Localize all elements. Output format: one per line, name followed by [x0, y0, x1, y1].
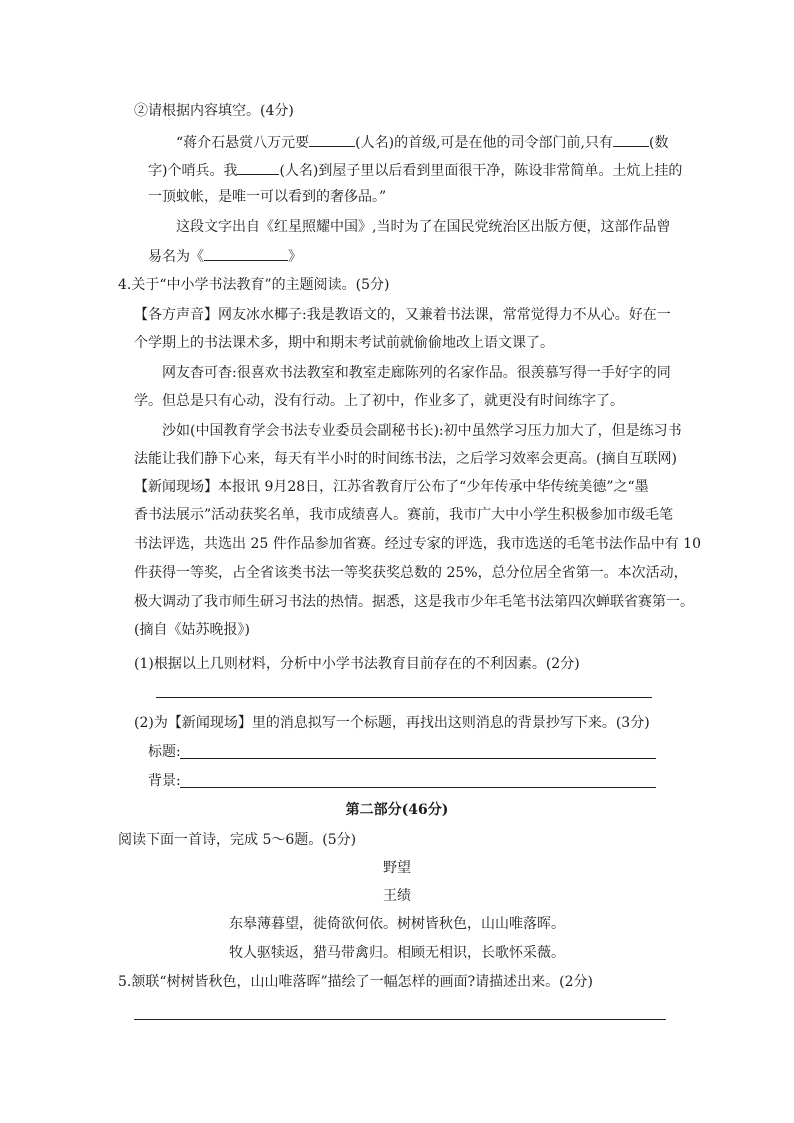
q5-prompt: 5.颔联“树树皆秋色，山山唯落晖”描绘了一幅怎样的画面?请描述出来。(2分): [118, 974, 594, 990]
voices-para-3: 沙如(中国教育学会书法专业委员会副秘书长):初中虽然学习压力加大了，但是练习书: [162, 423, 682, 439]
fill-text: “蒋介石悬赏八万元要: [176, 135, 310, 151]
blank-name-2[interactable]: [237, 159, 279, 175]
q4-sub1-prompt: (1)根据以上几则材料，分析中小学书法教育目前存在的不利因素。(2分): [134, 656, 580, 672]
fill-blank-line-3: 一顶蚊帐，是唯一可以看到的奢侈品。”: [148, 189, 387, 205]
voices-para-1: 【各方声音】网友冰水椰子:我是教语文的，又兼着书法课，常常觉得力不从心。好在一: [134, 307, 671, 323]
source-text: 易名为《: [148, 249, 204, 265]
news-para: 极大调动了我市师生研习书法的热情。据悉，这是我市少年毛笔书法第四次蝉联省赛第一。: [134, 594, 694, 610]
voices-para-1: 个学期上的书法课术多，期中和期末考试前就偷偷地改上语文课了。: [134, 335, 554, 351]
news-para: 【新闻现场】本报讯 9月28日，江苏省教育厅公布了“少年传承中华传统美德”之“墨: [134, 479, 649, 495]
label-background: 背景:: [148, 773, 181, 789]
voices-para-3: 法能让我们静下心来，每天有半小时的时间练书法，之后学习效率会更高。(摘自互联网): [134, 451, 677, 467]
poem-title: 野望: [383, 860, 411, 876]
blank-book-name[interactable]: [204, 245, 288, 261]
answer-line-q5[interactable]: [134, 1019, 666, 1020]
fill-blank-line-1: [176, 131, 668, 153]
fill-text: 字)个哨兵。我: [148, 163, 238, 179]
news-para: 件获得一等奖，占全省该类书法一等奖获奖总数的 25%，总分位居全省第一。本次活动，: [134, 565, 688, 581]
news-para: 书法评选，共选出 25 件作品参加省赛。经过专家的评选，我市选送的毛笔书法作品中有 10: [134, 536, 701, 552]
poem-author: 王绩: [383, 888, 411, 904]
blank-name-1[interactable]: [309, 131, 355, 147]
poem-line-1: 东皋薄暮望，徙倚欲何依。树树皆秋色，山山唯落晖。: [229, 916, 565, 932]
poem-line-2: 牧人驱犊返，猎马带禽归。相顾无相识，长歌怀采薇。: [229, 945, 565, 961]
answer-line-background[interactable]: [180, 787, 656, 788]
news-source: (摘自《姑苏晚报》): [134, 622, 250, 638]
voices-para-2: 学。但总是只有心动，没有行动。上了初中，作业多了，就更没有时间练字了。: [134, 393, 624, 409]
fill-text: (人名)的首级,可是在他的司令部门前,只有: [355, 135, 613, 151]
q4-sub2-prompt: (2)为【新闻现场】里的消息拟写一个标题，再找出这则消息的背景抄写下来。(3分): [134, 715, 650, 731]
voices-para-2: 网友杳可杳:很喜欢书法教室和教室走廊陈列的名家作品。很羡慕写得一手好字的同: [162, 365, 671, 381]
fill-blank-line-2: [148, 159, 682, 181]
q3-sub2-prompt: ②请根据内容填空。(4分): [134, 103, 294, 119]
poem-intro: 阅读下面一首诗，完成 5～6题。(5分): [118, 832, 357, 848]
label-title: 标题:: [148, 744, 181, 760]
fill-text: (人名)到屋子里以后看到里面很干净，陈设非常简单。土炕上挂的: [279, 163, 683, 179]
q4-title: 4.关于“中小学书法教育”的主题阅读。(5分): [118, 277, 390, 293]
blank-number[interactable]: [613, 131, 649, 147]
source-line-1: 这段文字出自《红星照耀中国》,当时为了在国民党统治区出版方便，这部作品曾: [176, 219, 671, 235]
source-line-2: [148, 245, 302, 267]
source-text: 》: [288, 249, 302, 265]
part2-heading: 第二部分(46分): [345, 802, 449, 818]
answer-line-sub1[interactable]: [156, 697, 652, 698]
fill-text: (数: [649, 135, 669, 151]
answer-line-title[interactable]: [180, 758, 656, 759]
news-para: 香书法展示”活动获奖名单，我市成绩喜人。赛前，我市广大中小学生积极参加市级毛笔: [134, 507, 674, 523]
